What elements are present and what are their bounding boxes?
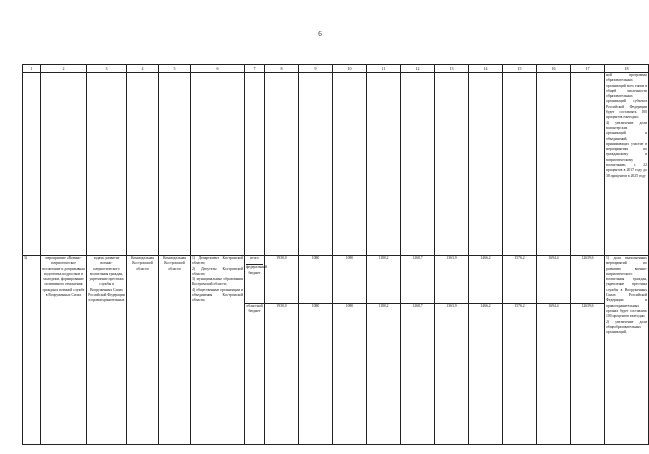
- header-cell: 1: [23, 65, 41, 73]
- fund-total-label: итого: [250, 256, 259, 260]
- fund-regional-label: областной бюджет: [246, 304, 264, 314]
- task-text: задача: развитие военно-патриотического воспитания граждан, укрепление престижа службы в Вооруженных Силах Российской Федерации и правоохранительных: [88, 256, 126, 303]
- header-cell: 15: [503, 65, 537, 73]
- value-cell: 1576,2: [503, 304, 537, 445]
- executor-col5: Коммодальная Костромской области: [163, 256, 187, 271]
- header-cell: 17: [571, 65, 605, 73]
- value-cell: 1466,2: [469, 304, 503, 445]
- header-cell: 13: [435, 65, 469, 73]
- header-cell: 11: [367, 65, 401, 73]
- executor-col4: Коммодальная Костромской области: [131, 256, 155, 271]
- header-cell: 9: [299, 65, 333, 73]
- value-cell: 1180,2: [367, 256, 401, 304]
- value-cell: 1363,9: [435, 304, 469, 445]
- continued-row: [23, 73, 649, 256]
- value-cell: 1080: [299, 256, 333, 304]
- header-cell: 5: [159, 65, 191, 73]
- value-cell: 1268,7: [401, 256, 435, 304]
- value-cell: 1080: [299, 304, 333, 445]
- value-cell: 12639,6: [571, 304, 605, 445]
- value-cell: 1080: [333, 256, 367, 304]
- fund-federal-label: федеральный бюджет: [246, 265, 267, 275]
- header-cell: 18: [605, 65, 649, 73]
- header-cell: 4: [127, 65, 159, 73]
- header-cell: 3: [87, 65, 127, 73]
- header-cell: 6: [191, 65, 245, 73]
- header-cell: 8: [265, 65, 299, 73]
- participants: 1) Департамент Костромской области; 2) Депутаты Костромской области; 3) муниципальные образования Костромской области; 4) общественные организации и объединения Костромской области;: [192, 256, 243, 303]
- header-cell: 16: [537, 65, 571, 73]
- program-table: [22, 64, 649, 445]
- value-cell: 1363,9: [435, 256, 469, 304]
- activity-name: мероприятие «Военно-патриотическое воспитание и допризывная подготовка подростков и молодежи, формирование позитивного отношения граждан к военной службе в Вооруженных Силах: [42, 256, 86, 298]
- value-cell: 1694,4: [537, 256, 571, 304]
- value-cell: 1466,2: [469, 256, 503, 304]
- indicators-text: 1) доля выполненных мероприятий по развитию военно-патриотического воспитания граждан, укрепление престижа службы в Вооруженных Силах Российской Федерации и правоохранительных органах будет составлять 100 процентов ежегодно; 2) увеличение доли общеобразовательных организаций,: [606, 256, 647, 335]
- header-cell: 14: [469, 65, 503, 73]
- value-cell: 1576,2: [503, 256, 537, 304]
- continued-indicators: ной программы образовательных организаций всех типов в общей численности образовательных организаций субъекта Российской Федерации будет составлять 100 процентов ежегодно; 4) увеличение доли волонтерских организаций и объединений, принимающих участие в мероприятиях по гражданскому и патриотическому воспитанию, с 22 процентов в 2017 году до 38 процентов в 2025 году: [606, 73, 647, 178]
- header-cell: 12: [401, 65, 435, 73]
- value-cell: 1694,4: [537, 304, 571, 445]
- header-cell: 2: [41, 65, 87, 73]
- header-cell: 7: [245, 65, 265, 73]
- row-number: 3): [23, 256, 41, 445]
- value-cell: 1080: [333, 304, 367, 445]
- header-row: [23, 65, 649, 73]
- header-cell: 10: [333, 65, 367, 73]
- value-cell: 1268,7: [401, 304, 435, 445]
- page-number: 6: [318, 30, 322, 38]
- value-cell: 1930,0: [265, 256, 299, 304]
- value-cell: 1180,2: [367, 304, 401, 445]
- value-cell: 12639,6: [571, 256, 605, 304]
- table-row-3-total: [23, 256, 649, 304]
- value-cell: 1930,0: [265, 304, 299, 445]
